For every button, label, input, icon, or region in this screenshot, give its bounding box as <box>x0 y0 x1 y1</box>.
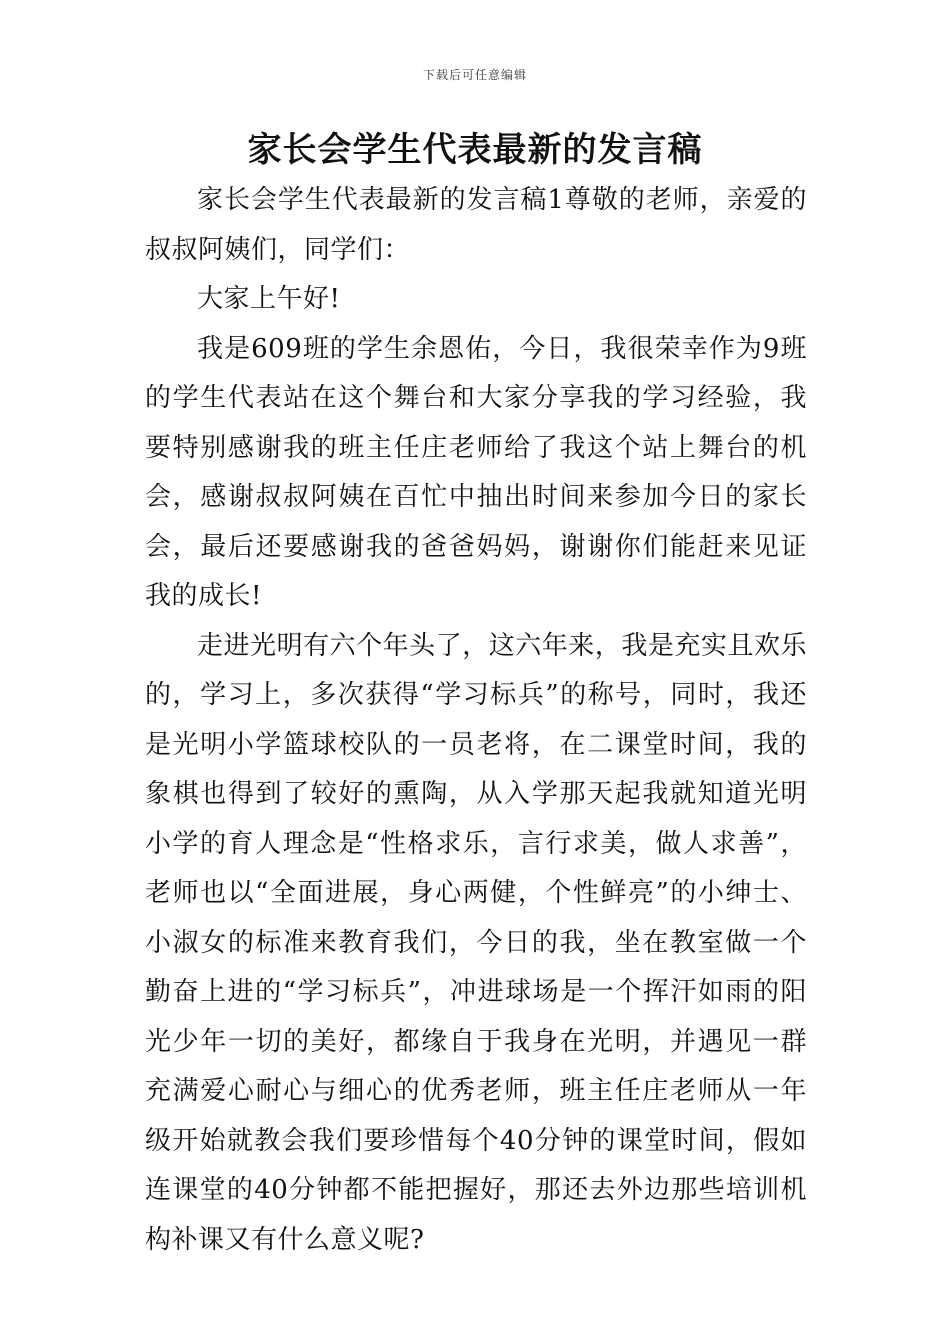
document-body <box>145 176 807 1265</box>
paragraph-hello: 大家上午好! <box>197 284 341 314</box>
header-note: 下载后可任意编辑 <box>422 68 527 82</box>
paragraph-greeting: 家长会学生代表最新的发言稿1尊敬的老师，亲爱的叔叔阿姨们，同学们： <box>145 185 807 265</box>
document-title: 家长会学生代表最新的发言稿 <box>247 130 703 170</box>
paragraph-school-life: 走进光明有六个年头了，这六年来，我是充实且欢乐的，学习上，多次获得“学习标兵”的称号，同时，我还是光明小学篮球校队的一员老将，在二课堂时间，我的象棋也得到了较好的熏陶，从入学那天起我就知道光明小学的育人理念是“性格求乐，言行求美，做人求善”，老师也以“全面进展，身心两健，个性鲜亮”的小绅士、小淑女的标准来教育我们，今日的我，坐在教室做一个勤奋上进的“学习标兵”，冲进球场是一个挥汗如雨的阳光少年一切的美好，都缘自于我身在光明，并遇见一群充满爱心耐心与细心的优秀老师，班主任庄老师从一年级开始就教会我们要珍惜每个40分钟的课堂时间，假如连课堂的40分钟都不能把握好，那还去外边那些培训机构补课又有什么意义呢? <box>145 630 807 1255</box>
paragraph-introduction: 我是609班的学生余恩佑，今日，我很荣幸作为9班的学生代表站在这个舞台和大家分享我的学习经验，我要特别感谢我的班主任庄老师给了我这个站上舞台的机会，感谢叔叔阿姨在百忙中抽出时间来参加今日的家长会，最后还要感谢我的爸爸妈妈，谢谢你们能赶来见证我的成长! <box>145 333 807 611</box>
